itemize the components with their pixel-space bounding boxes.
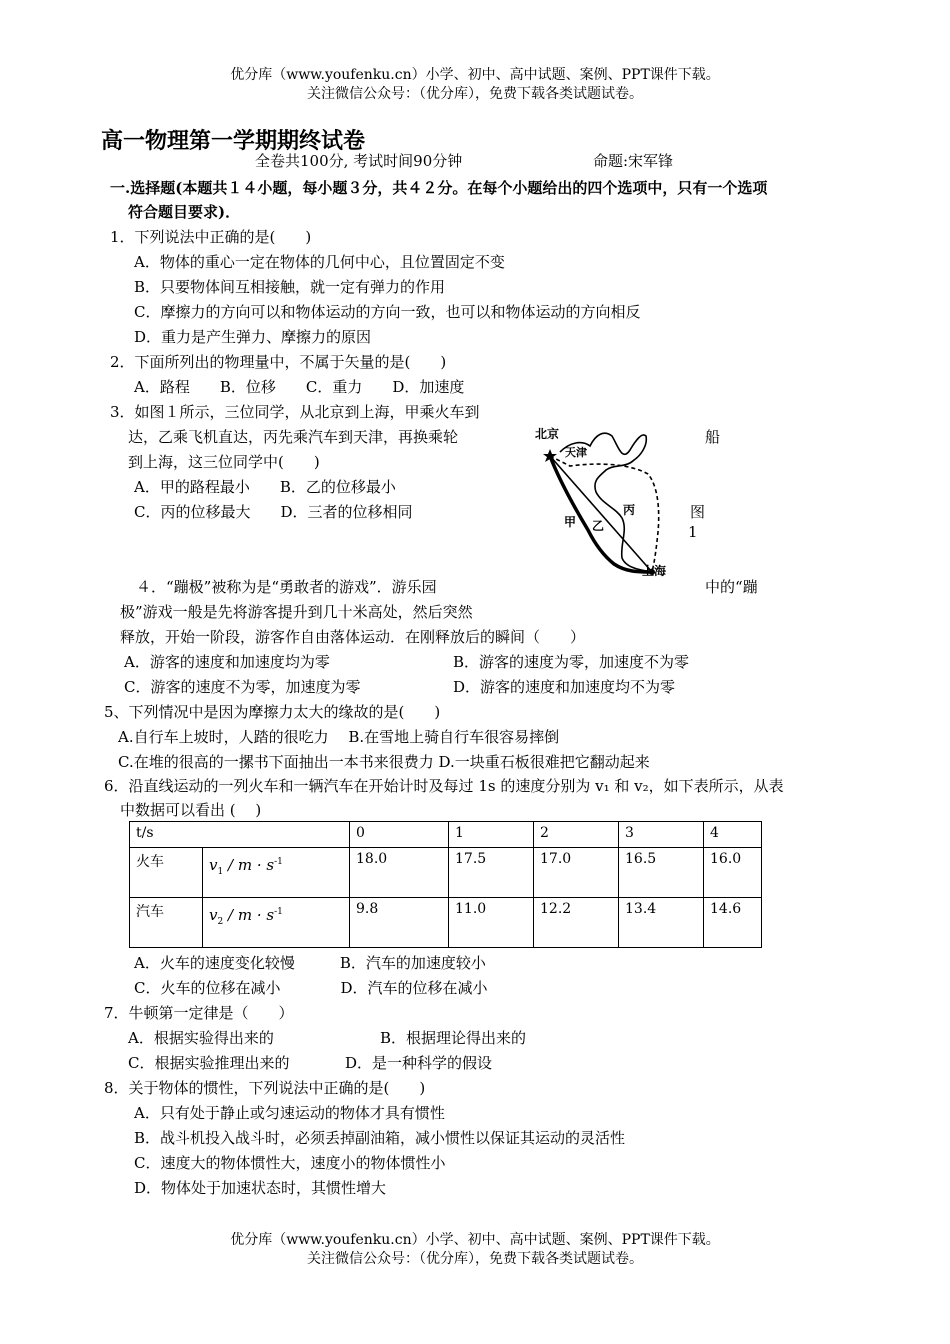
- q7-option-a: A．根据实验得出来的: [128, 1029, 274, 1047]
- q3-options-cd: C．丙的位移最大 D．三者的位移相同: [134, 503, 413, 521]
- q1-option-a: A．物体的重心一定在物体的几何中心，且位置固定不变: [134, 253, 505, 271]
- unit-cell: $v_1 / m \cdot s^{-1}$: [203, 848, 350, 898]
- q3-options-ab: A．甲的路程最小 B．乙的位移最小: [134, 478, 396, 496]
- row-name-cell: 汽车: [130, 898, 203, 948]
- route-map-figure: [530, 422, 685, 580]
- value-cell: 12.2: [534, 898, 619, 948]
- table-header-cell: 2: [534, 822, 619, 848]
- table-row: [130, 898, 762, 948]
- q3-line1: 3．如图１所示，三位同学，从北京到上海，甲乘火车到: [110, 403, 480, 421]
- unit-cell: $v_2 / m \cdot s^{-1}$: [203, 898, 350, 948]
- table-row: [130, 848, 762, 898]
- value-cell: 18.0: [350, 848, 449, 898]
- table-header-row: [130, 822, 762, 848]
- q3-line2-end: 船: [705, 428, 721, 446]
- section-heading-line2: 符合题目要求)．: [128, 203, 241, 221]
- velocity-table: [129, 821, 762, 948]
- site-footer-line2: 关注微信公众号：（优分库），免费下载各类试题试卷。: [307, 1251, 643, 1267]
- q2-options: A．路程 B．位移 C．重力 D．加速度: [134, 378, 465, 396]
- q7-option-c: C．根据实验推理出来的: [128, 1054, 290, 1072]
- q4-option-d: D．游客的速度和加速度均不为零: [453, 678, 676, 696]
- unit-m: m: [237, 906, 253, 924]
- value-cell: 9.8: [350, 898, 449, 948]
- section-heading-line1: 一.选择题(本题共１４小题，每小题３分，共４２分。在每个小题给出的四个选项中，只有一个选项: [110, 179, 768, 197]
- q7-stem: 7．牛顿第一定律是（ ）: [104, 1004, 294, 1022]
- q4-line1-end: 中的“蹦: [705, 578, 758, 596]
- figure-label: 图: [690, 503, 706, 521]
- q8-option-a: A．只有处于静止或匀速运动的物体才具有惯性: [134, 1104, 445, 1122]
- unit-s: s: [266, 906, 275, 924]
- q8-stem: 8．关于物体的惯性，下列说法中正确的是( ): [104, 1079, 426, 1097]
- label-bing: 丙: [623, 503, 636, 517]
- exam-author: 命题:宋军锋: [593, 152, 674, 170]
- q8-option-b: B．战斗机投入战斗时，必须丢掉副油箱，减小惯性以保证其运动的灵活性: [134, 1129, 626, 1147]
- unit-exp: -1: [274, 857, 283, 867]
- row-name-cell: 火车: [130, 848, 203, 898]
- value-cell: 14.6: [704, 898, 762, 948]
- label-jia: 甲: [564, 515, 577, 529]
- q1-option-d: D．重力是产生弹力、摩擦力的原因: [134, 328, 372, 346]
- table-header-cell: 1: [449, 822, 534, 848]
- value-cell: 17.5: [449, 848, 534, 898]
- site-header-line2: 关注微信公众号：（优分库），免费下载各类试题试卷。: [307, 86, 643, 102]
- q4-option-b: B．游客的速度为零，加速度不为零: [453, 653, 690, 671]
- label-shanghai: 上海: [642, 564, 667, 578]
- unit-s: s: [266, 856, 275, 874]
- site-footer-line1: 优分库（www.youfenku.cn）小学、初中、高中试题、案例、PPT课件下载。: [230, 1232, 720, 1248]
- unit-m: m: [237, 856, 253, 874]
- q7-option-b: B．根据理论得出来的: [380, 1029, 527, 1047]
- table-header-cell: 4: [704, 822, 762, 848]
- label-yi: 乙: [592, 519, 605, 533]
- q6-options-ab: A．火车的速度变化较慢 B．汽车的加速度较小: [134, 954, 486, 972]
- q2-stem: 2．下面所列出的物理量中，不属于矢量的是( ): [110, 353, 447, 371]
- value-cell: 17.0: [534, 848, 619, 898]
- value-cell: 13.4: [619, 898, 704, 948]
- label-beijing: 北京: [535, 427, 560, 441]
- q3-line2: 达，乙乘飞机直达，丙先乘汽车到天津，再换乘轮: [128, 428, 459, 446]
- value-cell: 16.0: [704, 848, 762, 898]
- q7-option-d: D．是一种科学的假设: [345, 1054, 493, 1072]
- table-header-cell: t/s: [130, 822, 350, 848]
- q4-line2: 极”游戏一般是先将游客提升到几十米高处，然后突然: [120, 603, 473, 621]
- q5-options-cd: C.在堆的很高的一摞书下面抽出一本书来很费力 D.一块重石板很难把它翻动起来: [118, 753, 650, 771]
- q5-options-ab: A.自行车上坡时，人踏的很吃力 B.在雪地上骑自行车很容易摔倒: [118, 728, 560, 746]
- q4-line1: ４．“蹦极”被称为是“勇敢者的游戏”．游乐园: [136, 578, 437, 596]
- site-header-line1: 优分库（www.youfenku.cn）小学、初中、高中试题、案例、PPT课件下载。: [230, 67, 720, 83]
- figure-number: 1: [688, 523, 698, 541]
- value-cell: 11.0: [449, 898, 534, 948]
- q1-option-c: C．摩擦力的方向可以和物体运动的方向一致，也可以和物体运动的方向相反: [134, 303, 641, 321]
- q3-line3: 到上海，这三位同学中( ): [128, 453, 320, 471]
- q8-option-c: C．速度大的物体惯性大，速度小的物体惯性小: [134, 1154, 446, 1172]
- unit-sub: 2: [217, 917, 224, 927]
- unit-exp: -1: [274, 907, 283, 917]
- unit-v: v: [209, 906, 218, 924]
- label-tianjin: 天津: [565, 446, 587, 459]
- exam-title: 高一物理第一学期期终试卷: [101, 129, 366, 154]
- q1-stem: 1．下列说法中正确的是( ): [110, 228, 312, 246]
- route-yi-plane: [550, 456, 652, 572]
- unit-v: v: [209, 856, 218, 874]
- q6-line1: 6．沿直线运动的一列火车和一辆汽车在开始计时及每过 1s 的速度分别为 v₁ 和 v₂，如下表所示，从表: [104, 777, 784, 795]
- table-header-cell: 0: [350, 822, 449, 848]
- value-cell: 16.5: [619, 848, 704, 898]
- q4-line3: 释放，开始一阶段，游客作自由落体运动．在刚释放后的瞬间（ ）: [120, 628, 586, 646]
- table-header-cell: 3: [619, 822, 704, 848]
- q6-options-cd: C．火车的位移在减小 D．汽车的位移在减小: [134, 979, 488, 997]
- q8-option-d: D．物体处于加速状态时，其惯性增大: [134, 1179, 387, 1197]
- q5-stem: 5、下列情况中是因为摩擦力太大的缘故的是( ): [104, 703, 441, 721]
- exam-info: 全卷共100分, 考试时间90分钟: [255, 152, 463, 170]
- q6-line2: 中数据可以看出 ( ): [120, 801, 262, 819]
- q4-option-a: A．游客的速度和加速度均为零: [124, 653, 330, 671]
- unit-sub: 1: [217, 867, 224, 877]
- q1-option-b: B．只要物体间互相接触，就一定有弹力的作用: [134, 278, 446, 296]
- q4-option-c: C．游客的速度不为零，加速度为零: [124, 678, 361, 696]
